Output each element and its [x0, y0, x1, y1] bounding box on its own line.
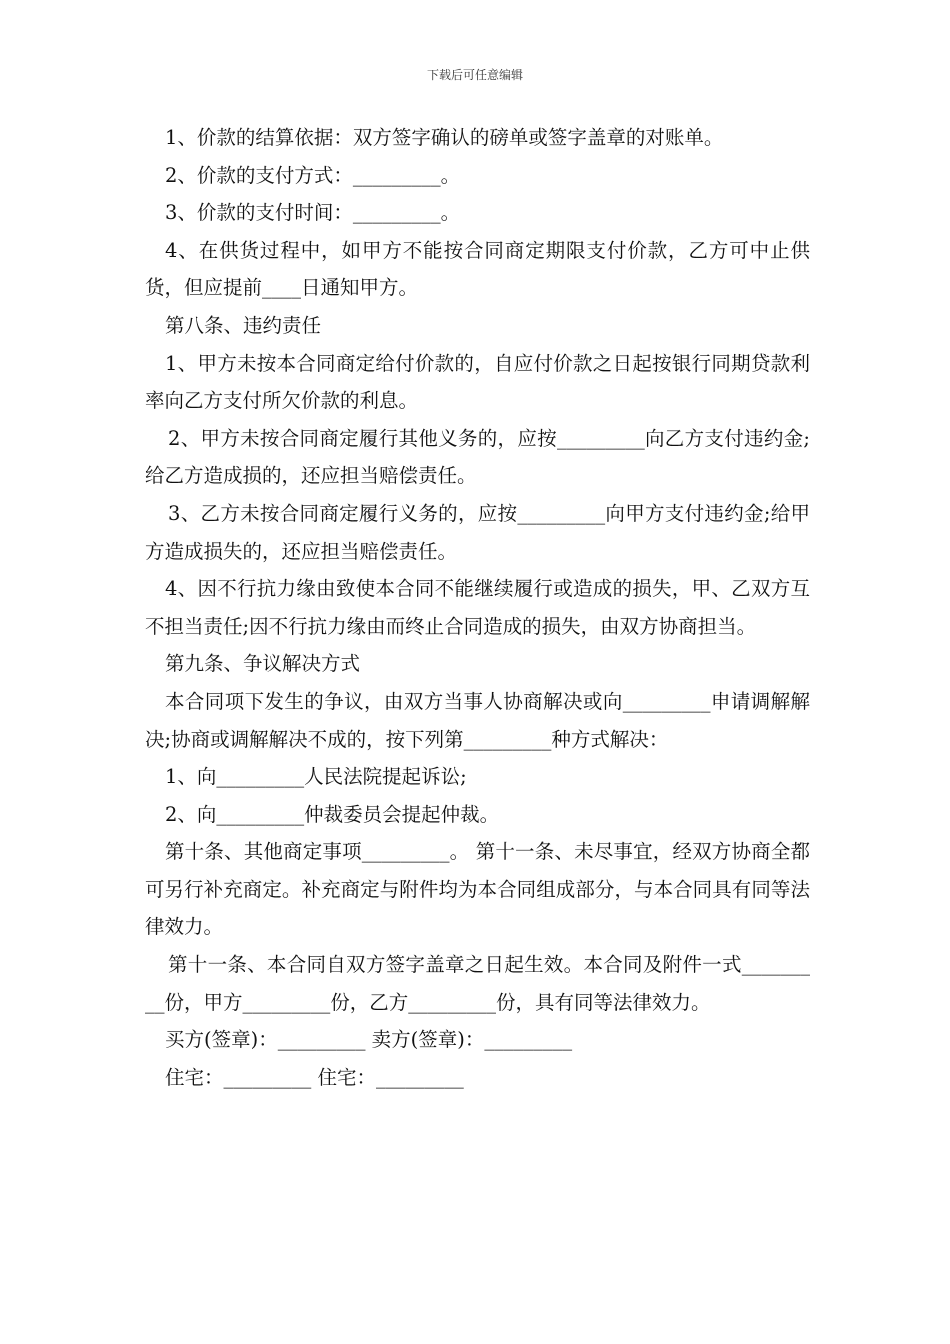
- document-body: [145, 119, 810, 1096]
- clause-payment-method: 2、价款的支付方式：_________。: [165, 163, 461, 187]
- option-litigation: 1、向_________人民法院提起诉讼;: [165, 765, 467, 789]
- clause-buyer-other-breach: 2、甲方未按合同商定履行其他义务的，应按_________向乙方支付违约金;给乙方造成损的，还应担当赔偿责任。: [145, 426, 810, 488]
- clause-buyer-late-payment: 1、甲方未按本合同商定给付价款的，自应付价款之日起按银行同期贷款利率向乙方支付所欠价款的利息。: [145, 351, 810, 413]
- signature-line: 买方(签章)：_________ 卖方(签章)：_________: [165, 1028, 573, 1052]
- article-10-11-text: 第十条、其他商定事项_________。 第十一条、未尽事宜，经双方协商全都可另行补充商定。补充商定与附件均为本合同组成部分，与本合同具有同等法律效力。: [145, 840, 810, 939]
- page-header: 下载后可任意编辑: [426, 68, 523, 82]
- clause-supply-suspension: 4、在供货过程中，如甲方不能按合同商定期限支付价款，乙方可中止供货，但应提前____日通知甲方。: [145, 238, 810, 300]
- article-9-heading: 第九条、争议解决方式: [165, 652, 361, 676]
- clause-payment-time: 3、价款的支付时间：_________。: [165, 201, 461, 225]
- clause-payment-basis: 1、价款的结算依据：双方签字确认的磅单或签字盖章的对账单。: [165, 126, 724, 149]
- article-8-heading: 第八条、违约责任: [165, 313, 322, 337]
- clause-seller-breach: 3、乙方未按合同商定履行义务的，应按_________向甲方支付违约金;给甲方造成损失的，还应担当赔偿责任。: [145, 501, 810, 563]
- clause-force-majeure: 4、因不行抗力缘由致使本合同不能继续履行或造成的损失，甲、乙双方互不担当责任;因不行抗力缘由而终止合同造成的损失，由双方协商担当。: [145, 577, 810, 638]
- option-arbitration: 2、向_________仲裁委员会提起仲裁。: [165, 802, 500, 826]
- address-line: 住宅：_________ 住宅：_________: [165, 1065, 464, 1089]
- clause-dispute-resolution: 本合同项下发生的争议，由双方当事人协商解决或向_________申请调解解决;协商或调解解决不成的，按下列第_________种方式解决：: [145, 689, 810, 751]
- article-11-effect: 第十一条、本合同自双方签字盖章之日起生效。本合同及附件一式_________份，甲方_________份，乙方_________份，具有同等法律效力。: [145, 953, 810, 1014]
